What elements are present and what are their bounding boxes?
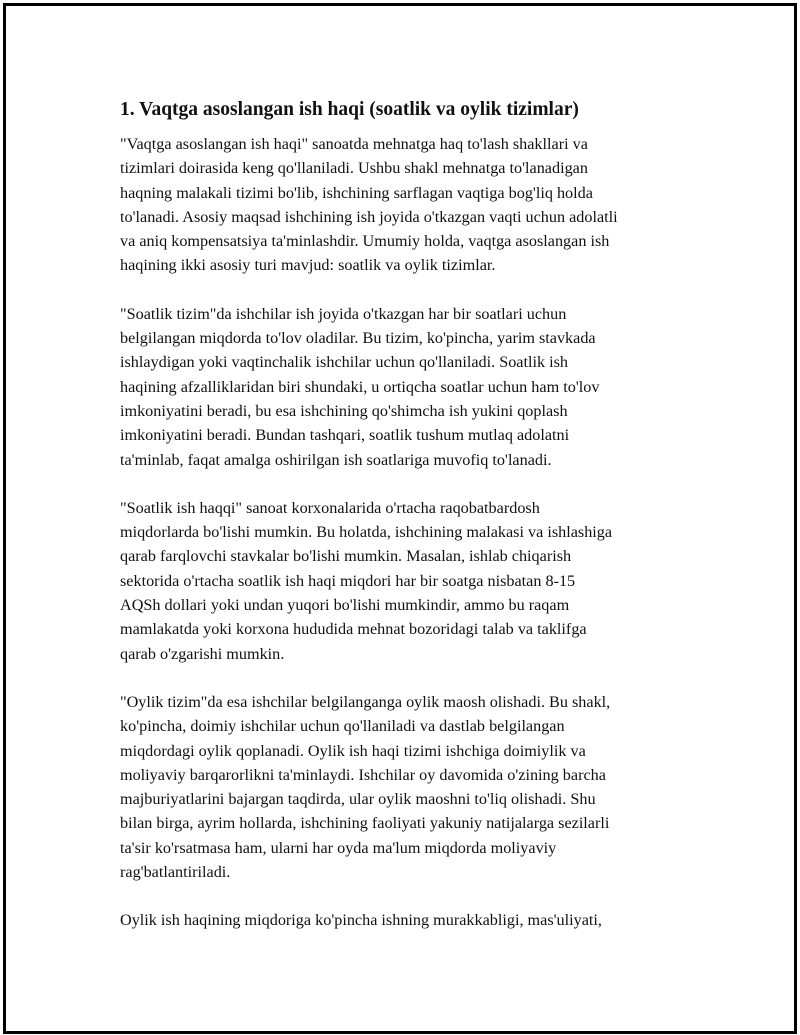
paragraph-2 <box>120 302 700 472</box>
text-line: "Oylik tizim"da esa ishchilar belgilanganga oylik maosh olishadi. Bu shakl, <box>120 692 611 711</box>
text-line: to'lanadi. Asosiy maqsad ishchining ish joyida o'tkazgan vaqti uchun adolatli <box>120 207 618 226</box>
paragraph-5 <box>120 908 700 932</box>
text-line: tizimlari doirasida keng qo'llaniladi. Ushbu shakl mehnatga to'lanadigan <box>120 159 588 178</box>
text-line: va aniq kompensatsiya ta'minlashdir. Umumiy holda, vaqtga asoslangan ish <box>120 232 610 251</box>
text-line: Oylik ish haqining miqdoriga ko'pincha ishning murakkabligi, mas'uliyati, <box>120 911 602 930</box>
paragraph-3 <box>120 496 700 666</box>
text-line: "Vaqtga asoslangan ish haqi" sanoatda mehnatga haq to'lash shakllari va <box>120 135 588 153</box>
text-line: haqining ikki asosiy turi mavjud: soatlik va oylik tizimlar. <box>120 256 496 275</box>
text-line: miqdorlarda bo'lishi mumkin. Bu holatda, ishchining malakasi va ishlashiga <box>120 523 613 542</box>
text-line: qarab farqlovchi stavkalar bo'lishi mumkin. Masalan, ishlab chiqarish <box>120 547 572 566</box>
text-line: imkoniyatini beradi. Bundan tashqari, soatlik tushum mutlaq adolatni <box>120 426 570 445</box>
text-line: moliyaviy barqarorlikni ta'minlaydi. Ishchilar oy davomida o'zining barcha <box>120 765 606 784</box>
paragraph-1 <box>120 132 700 278</box>
text-line: sektorida o'rtacha soatlik ish haqi miqdori har bir soatga nisbatan 8-15 <box>120 571 576 590</box>
text-line: haqining afzalliklaridan biri shundaki, u ortiqcha soatlar uchun ham to'lov <box>120 377 600 396</box>
text-line: "Soatlik ish haqqi" sanoat korxonalarida o'rtacha raqobatbardosh <box>120 498 540 517</box>
text-line: qarab o'zgarishi mumkin. <box>120 644 285 663</box>
text-line: ishlaydigan yoki vaqtinchalik ishchilar uchun qo'llaniladi. Soatlik ish <box>120 353 569 372</box>
text-line: mamlakatda yoki korxona hududida mehnat bozoridagi talab va taklifga <box>120 620 587 639</box>
text-line: AQSh dollari yoki undan yuqori bo'lishi mumkindir, ammo bu raqam <box>120 596 570 615</box>
section-title: 1. Vaqtga asoslangan ish haqi (soatlik va oylik tizimlar) <box>120 99 579 120</box>
text-line: haqning malakali tizimi bo'lib, ishchining sarflagan vaqtiga bog'liq holda <box>120 183 593 202</box>
text-line: ta'minlab, faqat amalga oshirilgan ish soatlariga muvofiq to'lanadi. <box>120 450 552 469</box>
paragraph-4 <box>120 690 700 884</box>
text-line: rag'batlantiriladi. <box>120 863 231 882</box>
text-line: miqdordagi oylik qoplanadi. Oylik ish haqi tizimi ishchiga doimiylik va <box>120 741 586 760</box>
text-line: ta'sir ko'rsatmasa ham, ularni har oyda ma'lum miqdorda moliyaviy <box>120 838 557 857</box>
text-line: ko'pincha, doimiy ishchilar uchun qo'llaniladi va dastlab belgilangan <box>120 717 565 736</box>
text-line: belgilangan miqdorda to'lov oladilar. Bu tizim, ko'pincha, yarim stavkada <box>120 329 596 348</box>
document-content <box>120 96 700 957</box>
text-line: "Soatlik tizim"da ishchilar ish joyida o'tkazgan har bir soatlari uchun <box>120 304 567 323</box>
text-line: imkoniyatini beradi, bu esa ishchining qo'shimcha ish yukini qoplash <box>120 401 568 420</box>
text-line: majburiyatlarini bajargan taqdirda, ular oylik maoshni to'liq olishadi. Shu <box>120 790 596 809</box>
text-line: bilan birga, ayrim hollarda, ishchining faoliyati yakuniy natijalarga sezilarli <box>120 814 610 833</box>
document-page <box>3 3 797 1034</box>
